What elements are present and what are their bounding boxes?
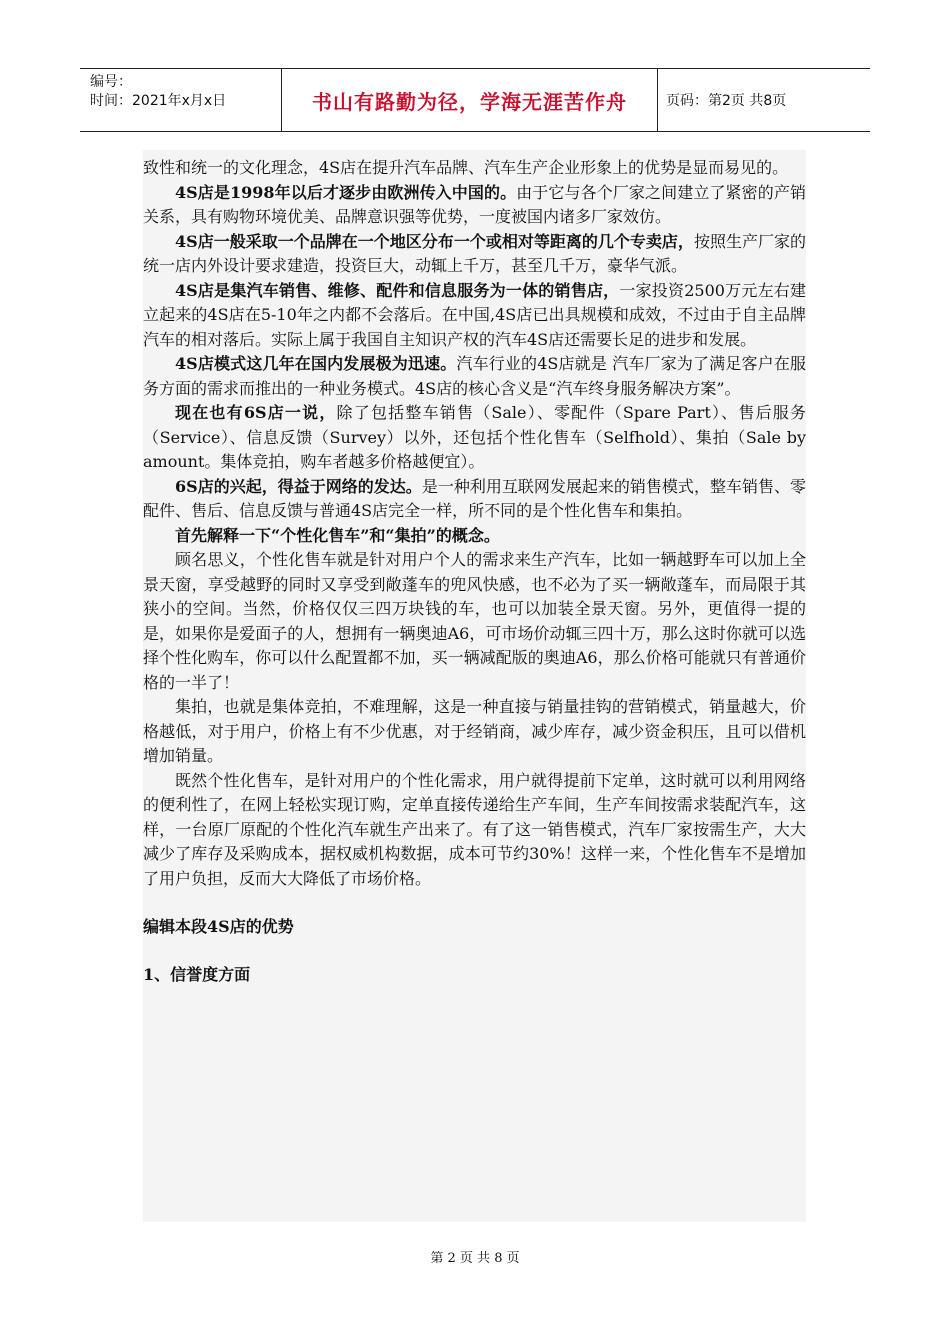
paragraph-lead: 4S店是1998年以后才逐步由欧洲传入中国的。 [175, 182, 517, 202]
paragraph-text: 顾名思义，个性化售车就是针对用户个人的需求来生产汽车，比如一辆越野车可以加上全景天窗，享受越野的同时又享受到敞蓬车的兜风快感，也不必为了买一辆敞蓬车，而局限于其狭小的空间。当然，价格仅仅三四万块钱的车，也可以加装全景天窗。另外，更值得一提的是，如果你是爱面子的人，想拥有一辆奥迪A6，可市场价动辄三四十万，那么这时你就可以选择个性化购车，你可以什么配置都不加，买一辆减配版的奥迪A6，那么价格可能就只有普通价格的一半了！ [143, 550, 806, 692]
paragraph-6 [143, 475, 806, 524]
paragraph-text: 集拍，也就是集体竞拍，不难理解，这是一种直接与销量挂钩的营销模式，销量越大，价格越低，对于用户，价格上有不少优惠，对于经销商，减少库存，减少资金积压，且可以借机增加销量。 [143, 697, 806, 765]
paragraph-3 [143, 279, 806, 353]
paragraph-lead: 4S店模式这几年在国内发展极为迅速。 [175, 354, 457, 373]
paragraph-lead: 现在也有6S店一说， [175, 403, 337, 422]
paragraph-0 [143, 156, 806, 181]
paragraph-9 [143, 695, 806, 769]
paragraph-2 [143, 230, 806, 279]
paragraph-8 [143, 548, 806, 695]
paragraph-4 [143, 352, 806, 401]
paragraph-7 [143, 524, 806, 549]
paragraph-lead: 4S店是集汽车销售、维修、配件和信息服务为一体的销售店， [175, 280, 620, 300]
paragraph-lead: 6S店的兴起，得益于网络的发达。 [175, 476, 422, 496]
paragraph-5 [143, 401, 806, 475]
document-body [143, 150, 806, 1222]
paragraph-lead: 首先解释一下“个性化售车”和“集拍”的概念。 [175, 525, 500, 545]
paragraph-text: 由于它与各个厂家之间建立了紧密的产销关系，具有购物环境优美、品牌意识强等优势，一度被国内诸多厂家效仿。 [143, 182, 806, 226]
sub-heading: 1、信誉度方面 [143, 965, 251, 984]
document-date: 时间：2021年x月x日 [90, 93, 227, 109]
page-footer: 第 2 页 共 8 页 [430, 1251, 520, 1266]
paragraph-text: 按照生产厂家的统一店内外设计要求建造，投资巨大，动辄上千万，甚至几千万，豪华气派。 [143, 231, 806, 275]
header-meta [80, 69, 282, 131]
paragraph-text: 汽车行业的4S店就是 汽车厂家为了满足客户在服务方面的需求而推出的一种业务模式。4S店的核心含义是“汽车终身服务解决方案”。 [143, 354, 806, 398]
section-heading: 编辑本段4S店的优势 [143, 917, 294, 936]
paragraph-text: 既然个性化售车，是针对用户的个性化需求，用户就得提前下定单，这时就可以利用网络的便利性了，在网上轻松实现订购，定单直接传递给生产车间，生产车间按需求装配汽车，这样，一台原厂原配的个性化汽车就生产出来了。有了这一销售模式，汽车厂家按需生产，大大减少了库存及采购成本，据权威机构数据，成本可节约30%！这样一来，个性化售车不是增加了用户负担，反而大大降低了市场价格。 [143, 770, 806, 888]
document-number-label: 编号： [90, 74, 132, 90]
paragraph-text: 是一种利用互联网发展起来的销售模式，整车销售、零配件、售后、信息反馈与普通4S店完全一样，所不同的是个性化售车和集拍。 [143, 476, 806, 520]
header-page-info: 页码：第2页 共8页 [666, 93, 787, 109]
header-motto: 书山有路勤为径，学海无涯苦作舟 [282, 69, 658, 131]
paragraph-lead: 4S店一般采取一个品牌在一个地区分布一个或相对等距离的几个专卖店， [175, 231, 694, 251]
paragraph-10 [143, 769, 806, 892]
page-header [80, 68, 870, 132]
paragraph-1 [143, 181, 806, 230]
paragraph-text: 除了包括整车销售（Sale）、零配件（Spare Part）、售后服务（Service）、信息反馈（Survey）以外，还包括个性化售车（Selfhold）、集拍（Sale by amount。集体竞拍，购车者越多价格越便宜）。 [143, 403, 806, 471]
paragraph-text: 一家投资2500万元左右建立起来的4S店在5-10年之内都不会落后。在中国,4S店已出具规模和成效，不过由于自主品牌汽车的相对落后。实际上属于我国自主知识产权的汽车4S店还需要长足的进步和发展。 [143, 280, 806, 349]
paragraph-text: 致性和统一的文化理念，4S店在提升汽车品牌、汽车生产企业形象上的优势是显而易见的。 [143, 158, 789, 177]
